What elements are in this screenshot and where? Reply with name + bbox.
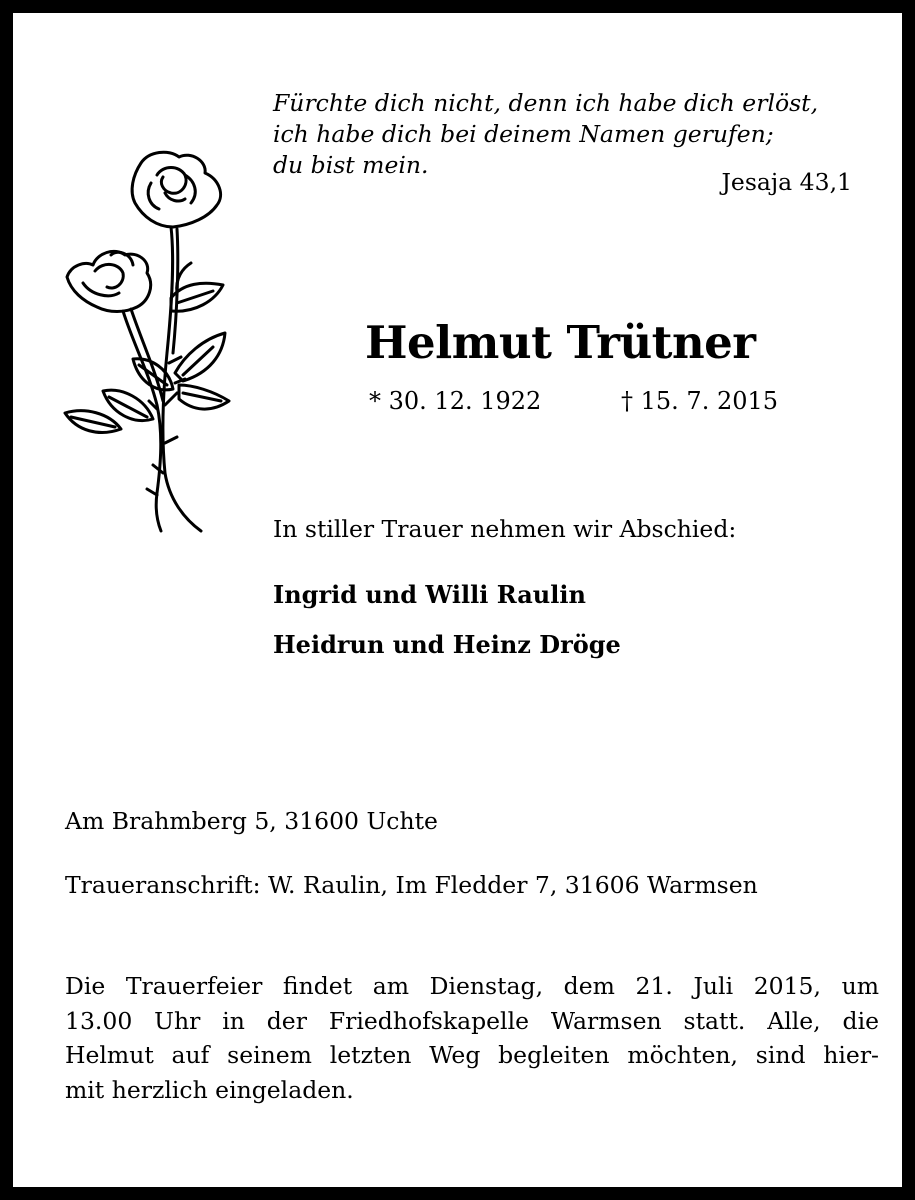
deceased-name: Helmut Trütner [365, 316, 756, 369]
service-line: Helmut auf seinem letzten Weg begleiten möchten, sind hier- [65, 1041, 879, 1069]
funeral-service-text [65, 969, 879, 1107]
service-line: 13.00 Uhr in der Friedhofskapelle Warmsen statt. Alle, die [65, 1006, 879, 1035]
mourner-name: Heidrun und Heinz Dröge [273, 630, 621, 659]
residence-address: Am Brahmberg 5, 31600 Uchte [65, 807, 438, 835]
mourner-name: Ingrid und Willi Raulin [273, 580, 586, 609]
verse-line: Fürchte dich nicht, denn ich habe dich erlöst, [273, 89, 819, 117]
verse-line: du bist mein. [273, 151, 429, 179]
service-line: mit herzlich eingeladen. [65, 1075, 354, 1104]
rose-icon [53, 143, 243, 538]
verse-line: ich habe dich bei deinem Namen gerufen; [273, 120, 774, 148]
birth-date: * 30. 12. 1922 [369, 387, 542, 415]
mourning-address: Traueranschrift: W. Raulin, Im Fledder 7, 31606 Warmsen [65, 871, 758, 899]
verse-reference: Jesaja 43,1 [721, 168, 852, 196]
farewell-intro: In stiller Trauer nehmen wir Abschied: [273, 515, 737, 543]
service-line: Die Trauerfeier findet am Dienstag, dem 21. Juli 2015, um [65, 972, 879, 1000]
death-date: † 15. 7. 2015 [621, 387, 779, 415]
